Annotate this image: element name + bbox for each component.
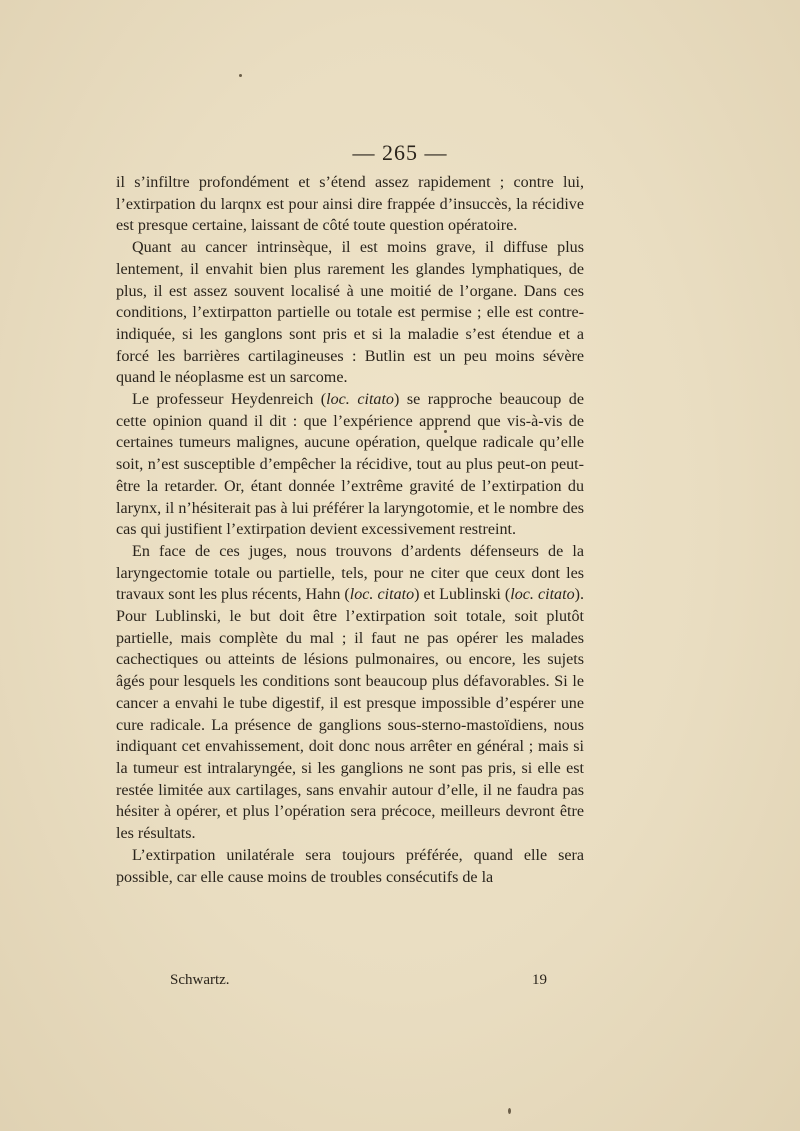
text-run: L’extirpation unilatérale sera toujours préférée, quand elle sera possible, car elle cause moins de troubles consécutifs de la [116,846,584,886]
page-number: — 265 — [352,140,448,165]
paragraph [116,541,584,845]
paragraph [116,389,584,541]
text-run: Quant au cancer intrinsèque, il est moins grave, il diffuse plus lentement, il envahit bien plus rarement les glandes lymphatiques, de plus, il est assez souvent localisé à une moitié de l’organe. Dans ces conditions, l’extirpatton partielle ou totale est permise ; elle est contre-indiquée, si les ganglons sont pris et si la maladie s’est étendue et a forcé les barrières cartilagineuses : Butlin est un peu moins sévère quand le néoplasme est un sarcome. [116,239,584,387]
text-run: ). Pour Lublinski, le but doit être l’extirpation soit totale, soit plutôt partielle, mais complète du mal ; il faut ne pas opérer les malades cachectiques ou atteints de lésions pulmonaires, ou encore, les sujets âgés pour lesquels les conditions sont beaucoup plus défavorables. Si le cancer a envahi le tube digestif, il est presque impossible d’espérer une cure radicale. La présence de ganglions sous-sterno-mastoïdiens, nous indiquant cet envahissement, doit donc nous arrêter en général ; mais si la tumeur est intralaryngée, si les ganglions ne sont pas pris, si elle est restée limitée aux cartilages, sans envahir autour d’elle, il ne faudra pas hésiter à opérer, et plus l’opération sera précoce, meilleurs devront être les résultats. [116,586,585,843]
citation-italic: loc. citato [510,586,575,604]
paragraph [116,172,584,237]
text-run: il s’infiltre profondément et s’étend assez rapidement ; contre lui, l’extirpation du larqnx est pour ainsi dire frappée d’insuccès, la récidive est presque certaine, laissant de côté toute question opératoire. [116,174,584,235]
body-text [116,172,584,888]
footer-signature-number: 19 [532,972,547,988]
text-run: Le professeur Heydenreich ( [132,391,327,409]
paragraph [116,845,584,888]
text-run: En face de ces juges, nous trouvons d’ardents défenseurs de la laryngectomie totale ou partielle, tels, pour ne citer que ceux dont les travaux sont les plus récents, Hahn ( [116,542,584,604]
paper-speck [239,74,242,77]
citation-italic: loc. citato [349,586,415,604]
paper-speck [508,1108,511,1114]
text-run: ) et Lublinski ( [414,586,511,604]
citation-italic: loc. citato [326,391,394,409]
footer-author: Schwartz. [170,972,230,988]
paper-speck [444,430,447,433]
paragraph [116,237,584,389]
text-run: ) se rapproche beaucoup de cette opinion quand il dit : que l’expérience apprend que vis-à-vis de certaines tumeurs malignes, aucune opération, quelque radicale qu’elle soit, n’est susceptible d’empêcher la récidive, tout au plus peut-on peut-être la retarder. Or, étant donnée l’extrême gravité de l’extirpation du larynx, il n’hésiterait pas à lui préférer la laryngotomie, et le nombre des cas qui justifient l’extirpation devient excessivement restreint. [116,391,584,539]
